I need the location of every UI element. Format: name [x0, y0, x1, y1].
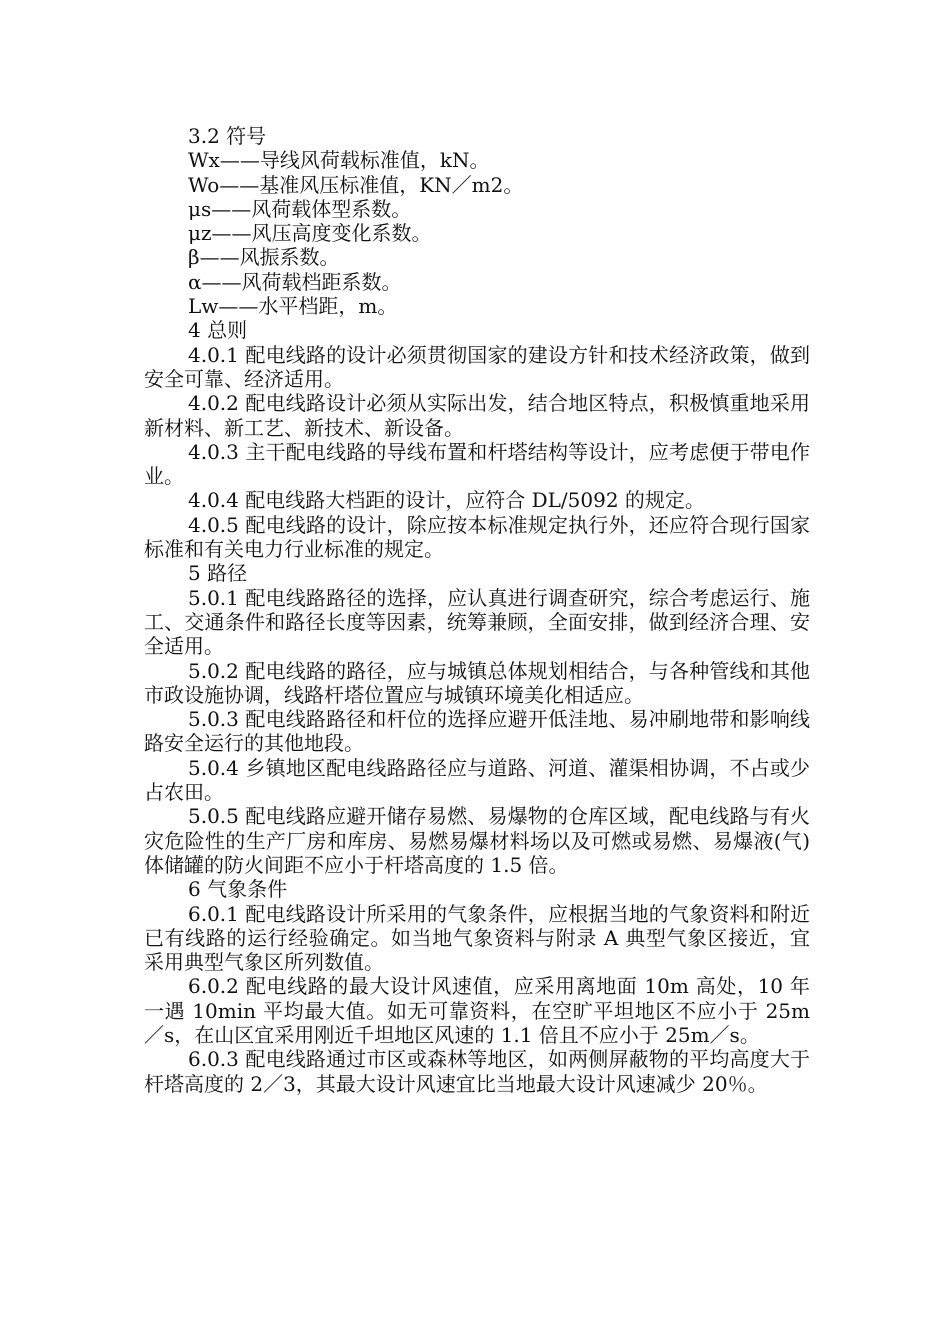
clause-5-0-2: 5.0.2 配电线路的路径，应与城镇总体规划相结合，与各种管线和其他市政设施协调，线路杆塔位置应与城镇环境美化相适应。	[144, 658, 810, 707]
symbol-mu-s: μs——风荷载体型系数。	[188, 196, 412, 221]
section-heading-6: 6 气象条件	[188, 877, 288, 902]
section-heading-5: 5 路径	[188, 561, 248, 586]
clause-4-0-2: 4.0.2 配电线路设计必须从实际出发，结合地区特点，积极慎重地采用新材料、新工艺、新技术、新设备。	[144, 391, 810, 440]
symbol-wo: Wo——基准风压标准值，KN／m2。	[188, 172, 524, 197]
symbol-beta: β——风振系数。	[188, 245, 340, 270]
clause-4-0-4: 4.0.4 配电线路大档距的设计，应符合 DL/5092 的规定。	[188, 488, 705, 513]
section-heading-3-2: 3.2 符号	[188, 124, 267, 148]
symbol-mu-z: μz——风压高度变化系数。	[188, 221, 432, 246]
clause-4-0-1: 4.0.1 配电线路的设计必须贯彻国家的建设方针和技术经济政策，做到安全可靠、经济适用。	[144, 342, 810, 391]
symbol-wx: Wx——导线风荷载标准值，kN。	[188, 148, 490, 173]
clause-5-0-3: 5.0.3 配电线路路径和杆位的选择应避开低洼地、易冲刷地带和影响线路安全运行的其他地段。	[144, 707, 810, 756]
section-heading-4: 4 总则	[188, 318, 248, 343]
clause-6-0-2: 6.0.2 配电线路的最大设计风速值，应采用离地面 10m 高处，10 年一遇 10min 平均最大值。如无可靠资料，在空旷平坦地区不应小于 25m／s，在山区宜采用刚近千坦地区风速的 1.1 倍且不应小于 25m／s。	[144, 974, 810, 1047]
clause-5-0-1: 5.0.1 配电线路路径的选择，应认真进行调查研究，综合考虑运行、施工、交通条件和路径长度等因素，统筹兼顾，全面安排，做到经济合理、安全适用。	[144, 585, 810, 659]
symbol-alpha: α——风荷载档距系数。	[188, 269, 402, 294]
clause-5-0-4: 5.0.4 乡镇地区配电线路路径应与道路、河道、灌渠相协调，不占或少占农田。	[144, 755, 810, 805]
symbol-lw: Lw——水平档距，m。	[188, 294, 398, 319]
clause-5-0-5: 5.0.5 配电线路应避开储存易燃、易爆物的仓库区域，配电线路与有火灾危险性的生产厂房和库房、易燃易爆材料场以及可燃或易燃、易爆液(气)体储罐的防火间距不应小于杆塔高度的 1.5 倍。	[144, 804, 810, 877]
clause-4-0-3: 4.0.3 主干配电线路的导线布置和杆塔结构等设计，应考虑便于带电作业。	[144, 439, 810, 489]
clause-6-0-3: 6.0.3 配电线路通过市区或森林等地区，如两侧屏蔽物的平均高度大于杆塔高度的 2／3，其最大设计风速宜比当地最大设计风速减少 20％。	[144, 1047, 810, 1096]
clause-6-0-1: 6.0.1 配电线路设计所采用的气象条件，应根据当地的气象资料和附近已有线路的运行经验确定。如当地气象资料与附录 A 典型气象区接近，宜采用典型气象区所列数值。	[144, 901, 810, 975]
document-page	[144, 124, 810, 1096]
clause-4-0-5: 4.0.5 配电线路的设计，除应按本标准规定执行外，还应符合现行国家标准和有关电力行业标准的规定。	[144, 512, 810, 562]
